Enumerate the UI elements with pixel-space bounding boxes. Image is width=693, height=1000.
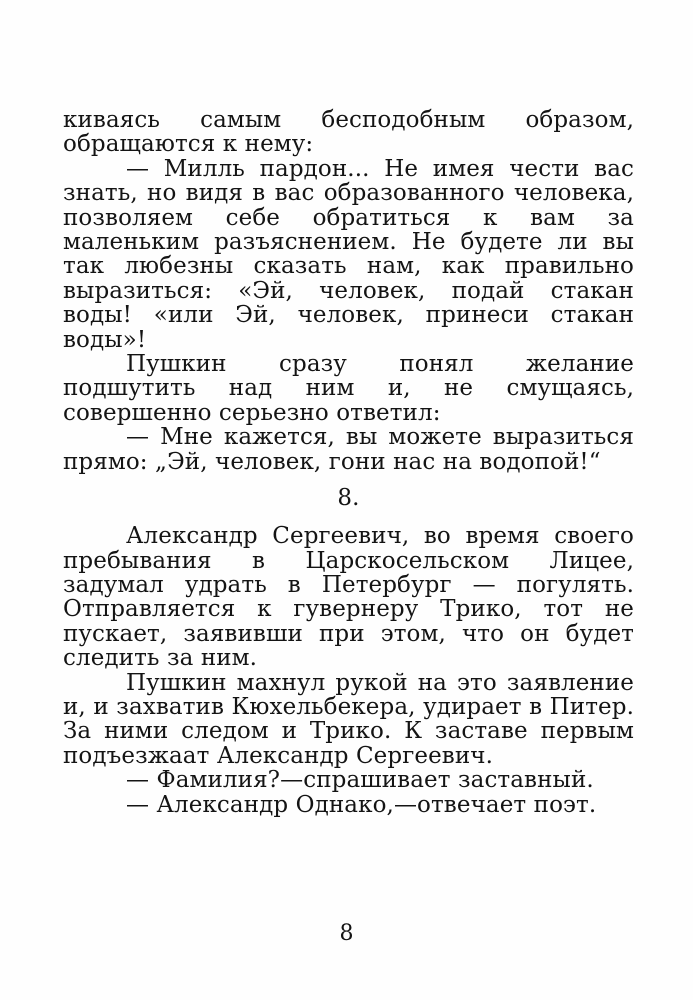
paragraph-narration: Пушкин махнул рукой на это заявление и, и захватив Кюхельбекера, удирает в Питер. За ними следом и Трико. К заставе первым подъезжаат Александр Сергеевич.: [63, 669, 634, 769]
page-number: 8: [339, 921, 354, 946]
paragraph-dialogue-answer: — Александр Однако,—отвечает поэт.: [126, 791, 597, 818]
page-text: [63, 108, 634, 817]
paragraph-continuation: киваясь самым бесподобным образом, обращаются к нему:: [63, 107, 634, 158]
paragraph-narration: Александр Сергеевич, во время своего пребывания в Царскосельском Лицее, задумал удрать в Петербург — погулять. Отправляется к гувернеру Трико, тот не пускает, заявивши при этом, что он будет следить за ним.: [63, 523, 634, 672]
paragraph-dialogue-question: — Фамилия?—спрашивает заставный.: [126, 767, 594, 794]
paragraph-narration: Пушкин сразу понял желание подшутить над ним и, не смущаясь, совершенно серьезно ответил:: [63, 351, 634, 426]
paragraph-dialogue-question: — Милль пардон... Не имея чести вас знать, но видя в вас образованного человека, позволяем себе обратиться к вам за маленьким разъяснением. Не будете ли вы так любезны сказать нам, как правильно выразиться: «Эй, человек, подай стакан воды! «или Эй, человек, принеси стакан воды»!: [63, 155, 634, 353]
paragraph-dialogue-answer: — Мне кажется, вы можете выразиться прямо: „Эй, человек, гони нас на водопой!“: [63, 424, 634, 475]
section-number: 8.: [337, 485, 360, 512]
